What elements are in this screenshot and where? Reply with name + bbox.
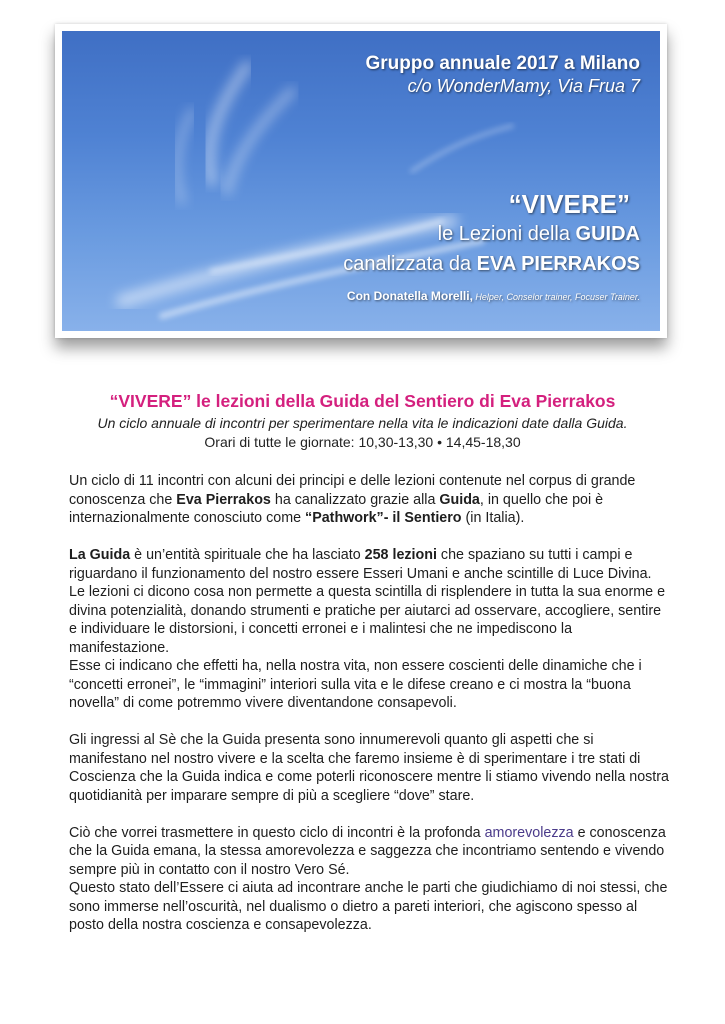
banner-location: c/o WonderMamy, Via Frua 7	[407, 76, 640, 96]
banner-facilitator: Con Donatella Morelli, Helper, Conselor trainer, Focuser Trainer.	[346, 289, 640, 303]
paragraph-effetti: Esse ci indicano che effetti ha, nella nostra vita, non essere coscienti delle dinamiche che i “concetti erronei”, le “immagini” interiori sulla vita e le difese creano e ci mostra la “buona novella” di come potremmo vivere diventandone consapevoli.	[69, 658, 642, 711]
paragraph-essere: Questo stato dell’Essere ci aiuta ad incontrare anche le parti che giudichiamo di noi stessi, che sono immerse nell’oscurità, nel dualismo o dietro a pareti interiori, che agiscono spesso al posto della nostra coscienza e consapevolezza.	[69, 880, 668, 933]
paragraph-intro: Un ciclo di 11 incontri con alcuni dei principi e delle lezioni contenute nel corpus di grande conoscenza che Eva Pierrakos ha canalizzato grazie alla Guida, in quello che poi è internazionalmente conosciuto come “Pathwork”- il Sentiero (in Italia).	[69, 473, 636, 526]
paragraph-lezioni: Le lezioni ci dicono cosa non permette a questa scintilla di risplendere in tutta la sua enorme e divina potenzialità, donando strumenti e pratiche per aiutarci ad osservare, accogliere, sentire e individuare le distorsioni, i concetti erronei e i malintesi che ne impediscono la manifestazione.	[69, 584, 666, 656]
paragraph-trasmettere: Ciò che vorrei trasmettere in questo ciclo di incontri è la profonda amorevolezza e conoscenza che la Guida emana, la stessa amorevolezza e saggezza che incontriamo sentendo e vivendo sempre più in contatto con il nostro Vero Sé.	[69, 824, 666, 878]
banner-channeled: canalizzata da EVA PIERRAKOS	[343, 253, 640, 275]
page-title: “VIVERE” le lezioni della Guida del Sentiero di Eva Pierrakos	[109, 391, 616, 411]
banner-frame	[55, 24, 667, 338]
banner-group-title: Gruppo annuale 2017 a Milano	[365, 53, 640, 74]
banner-vivere: “VIVERE”	[508, 189, 630, 219]
paragraph-guida: La Guida è un’entità spirituale che ha lasciato 258 lezioni che spaziano su tutti i campi e riguardano il funzionamento del nostro essere Esseri Umani e anche scintille di Luce Divina.	[69, 547, 652, 582]
body-text	[69, 472, 669, 935]
paragraph-ingressi: Gli ingressi al Sè che la Guida presenta sono innumerevoli quanto gli aspetti che si manifestano nel nostro vivere e la scelta che faremo insieme è di sperimentare i tre stati di Coscienza che la Guida indica e come poterli riconoscere mentre li stiamo vivendo nella nostra quotidianità per imparare sempre di più a scegliere “dove” stare.	[69, 732, 669, 804]
page-subtitle: Un ciclo annuale di incontri per sperimentare nella vita le indicazioni date dalla Guida.	[97, 415, 628, 431]
schedule-hours: Orari di tutte le giornate: 10,30-13,30 • 14,45-18,30	[204, 434, 521, 450]
banner-image	[62, 31, 660, 331]
banner-lessons: le Lezioni della GUIDA	[437, 223, 640, 245]
